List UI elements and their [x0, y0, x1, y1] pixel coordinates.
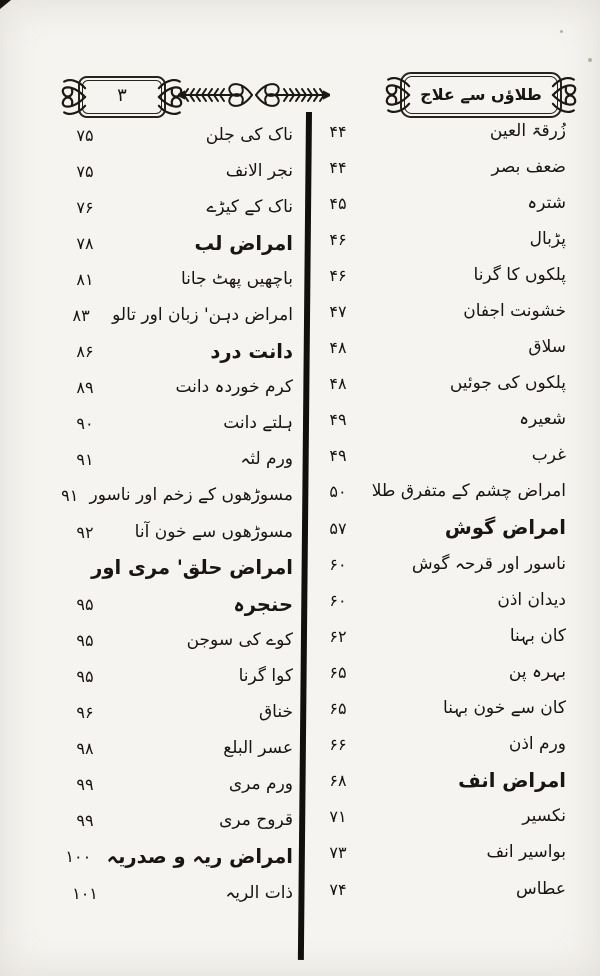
- toc-entry: [316, 691, 600, 727]
- toc-entry: [0, 189, 306, 225]
- toc-column-right: [316, 113, 600, 907]
- toc-entry-page-number: ۴۴: [329, 121, 347, 141]
- toc-entry-page-number: ۷۵: [76, 125, 94, 145]
- toc-entry-title: ورم مری: [228, 774, 293, 795]
- toc-entry: [316, 149, 600, 185]
- toc-entry-title: کرم خوردہ دانت: [175, 377, 293, 398]
- toc-entry-title: خناق: [258, 702, 293, 723]
- toc-entry-title: ذات الریہ: [225, 882, 293, 903]
- toc-entry-title: ہلتے دانت: [223, 413, 293, 434]
- toc-entry-title: باچھیں پھٹ جانا: [181, 268, 293, 289]
- page-number-cartouche: [78, 76, 166, 118]
- toc-entry-page-number: ۹۵: [76, 630, 94, 650]
- floral-flourish-icon: [550, 73, 580, 117]
- toc-entry-title: نکسیر: [522, 806, 566, 827]
- toc-entry: [0, 622, 306, 658]
- toc-entry-title: نجر الانف: [225, 160, 293, 181]
- toc-entry-page-number: ۹۵: [76, 594, 94, 614]
- toc-entry: [316, 799, 600, 835]
- toc-entry: [0, 875, 306, 911]
- toc-entry-page-number: ۴۸: [329, 374, 347, 394]
- toc-entry: [316, 871, 600, 907]
- toc-entry-title: کان سے خون بہنا: [443, 698, 566, 719]
- toc-entry-page-number: ۵۰: [329, 482, 347, 502]
- toc-entry: [316, 330, 600, 366]
- toc-entry: [316, 763, 600, 799]
- toc-entry: [316, 438, 600, 474]
- floral-divider-ornament-icon: [178, 76, 330, 114]
- toc-entry: [316, 113, 600, 149]
- toc-entry-page-number: ۴۶: [329, 265, 347, 285]
- toc-entry-title: کوے کی سوجن: [186, 629, 293, 650]
- toc-entry-page-number: ۹۰: [76, 414, 94, 434]
- toc-entry-page-number: ۴۸: [329, 338, 347, 358]
- toc-entry-title: مسوڑھوں سے خون آنا: [134, 521, 293, 542]
- toc-entry-page-number: ۹۹: [76, 775, 94, 795]
- toc-entry-page-number: ۵۷: [329, 518, 347, 538]
- toc-entry: [0, 803, 306, 839]
- toc-entry: [0, 297, 306, 333]
- toc-entry-title: ورم لثہ: [240, 449, 293, 470]
- toc-entry: [0, 370, 306, 406]
- toc-entry: [0, 334, 306, 370]
- toc-entry-title: پڑبال: [529, 228, 566, 249]
- toc-entry-title: کوا گرنا: [238, 665, 293, 686]
- toc-entry: [316, 546, 600, 582]
- toc-entry: [0, 261, 306, 297]
- toc-entry-page-number: ۹۱: [76, 450, 94, 470]
- toc-entry-page-number: ۷۵: [76, 161, 94, 181]
- toc-entry-page-number: ۶۰: [329, 590, 347, 610]
- toc-entry-title: شترہ: [527, 192, 566, 213]
- toc-entry-page-number: ۴۹: [329, 410, 347, 430]
- toc-entry-page-number: ۹۶: [76, 703, 94, 723]
- toc-entry: [316, 474, 600, 510]
- toc-entry-title: ناک کی جلن: [205, 124, 293, 145]
- scan-speck: [560, 30, 563, 33]
- toc-entry-title: دانت درد: [210, 339, 293, 363]
- toc-entry-page-number: ۶۵: [329, 699, 347, 719]
- toc-entry-page-number: ۷۶: [76, 197, 94, 217]
- toc-entry-page-number: ۹۱: [61, 486, 79, 506]
- toc-entry: [316, 221, 600, 257]
- toc-entry: [0, 839, 306, 875]
- toc-entry-title: شعیرہ: [519, 409, 566, 430]
- toc-entry: [0, 117, 306, 153]
- toc-entry-page-number: ۸۶: [76, 342, 94, 362]
- toc-entry: [0, 658, 306, 694]
- toc-entry-page-number: ۱۰۱: [72, 883, 98, 903]
- toc-entry-page-number: ۱۰۰: [65, 847, 92, 867]
- toc-entry-page-number: ۶۲: [329, 626, 347, 646]
- toc-entry-page-number: ۶۶: [329, 735, 347, 755]
- toc-entry-title: ناسور اور قرحہ گوش: [411, 553, 566, 574]
- toc-entry-title: امراض دہن' زبان اور تالو: [112, 305, 293, 326]
- scan-speck: [588, 58, 592, 62]
- toc-entry-page-number: ۹۹: [76, 811, 94, 831]
- toc-entry-title: ورم اذن: [508, 734, 566, 755]
- toc-entry: [0, 550, 306, 586]
- toc-entry-title: امراض حلق' مری اور: [91, 556, 293, 580]
- toc-entry-page-number: ۸۹: [76, 378, 94, 398]
- toc-entry: [0, 153, 306, 189]
- toc-entry-title: خشونت اجفان: [463, 301, 566, 322]
- toc-entry-title: امراض لب: [194, 231, 293, 255]
- toc-entry-page-number: ۴۴: [329, 157, 347, 177]
- toc-entry: [316, 293, 600, 329]
- book-section-title: طلاؤں سے علاج: [420, 84, 542, 104]
- toc-entry: [0, 478, 306, 514]
- toc-entry-page-number: ۸۱: [76, 269, 94, 289]
- toc-entry: [0, 767, 306, 803]
- toc-entry-page-number: ۷۱: [329, 807, 347, 827]
- toc-entry-page-number: ۸۳: [72, 306, 90, 326]
- toc-entry: [0, 442, 306, 478]
- toc-entry-page-number: ۴۵: [329, 193, 347, 213]
- toc-entry-page-number: ۷۸: [76, 233, 94, 253]
- toc-entry: [316, 402, 600, 438]
- toc-entry-title: پلکوں کی جوئیں: [449, 373, 566, 394]
- toc-entry-page-number: ۷۴: [329, 879, 347, 899]
- toc-entry: [316, 257, 600, 293]
- toc-entry-title: امراض گوش: [444, 516, 566, 540]
- toc-entry-title: دیدان اذن: [497, 589, 566, 610]
- toc-entry-title: غرب: [531, 445, 566, 466]
- toc-entry: [316, 510, 600, 546]
- toc-entry: [0, 514, 306, 550]
- toc-entry: [316, 618, 600, 654]
- toc-entry-page-number: ۷۳: [329, 843, 347, 863]
- toc-entry: [316, 654, 600, 690]
- toc-entry-title: امراض انف: [458, 768, 566, 792]
- toc-entry-title: ناک کے کیڑے: [206, 196, 293, 217]
- toc-entry-page-number: ۹۵: [76, 666, 94, 686]
- title-banner: [400, 72, 562, 118]
- toc-entry-title: مسوڑھوں کے زخم اور ناسور: [89, 485, 293, 506]
- toc-entry: [0, 731, 306, 767]
- toc-entry: [316, 185, 600, 221]
- toc-entry-title: امراض چشم کے متفرق طلا: [371, 481, 566, 502]
- toc-entry-page-number: ۹۸: [76, 739, 94, 759]
- toc-entry-title: پلکوں کا گرنا: [473, 264, 566, 285]
- page-number: ۳: [117, 85, 127, 106]
- toc-entry-page-number: ۹۲: [76, 522, 94, 542]
- toc-entry: [0, 695, 306, 731]
- toc-entry-title: امراض ریہ و صدریہ: [106, 845, 293, 869]
- toc-entry: [316, 366, 600, 402]
- toc-entry-page-number: ۶۵: [329, 662, 347, 682]
- toc-column-left: [0, 117, 306, 911]
- toc-entry-title: زُرقۃ العین: [489, 120, 566, 141]
- toc-entry-page-number: ۶۰: [329, 554, 347, 574]
- floral-flourish-icon: [382, 73, 412, 117]
- toc-entry: [0, 406, 306, 442]
- toc-entry-title: سلاق: [528, 337, 566, 358]
- floral-flourish-icon: [58, 75, 88, 119]
- toc-entry: [0, 586, 306, 622]
- toc-entry-page-number: ۶۸: [329, 771, 347, 791]
- toc-entry-title: قروح مری: [219, 810, 293, 831]
- toc-entry: [316, 835, 600, 871]
- toc-entry-title: بواسیر انف: [486, 842, 566, 863]
- toc-entry-title: حنجرہ: [233, 592, 293, 616]
- toc-entry-title: عطاس: [515, 878, 566, 899]
- toc-entry-title: کان بہنا: [509, 625, 566, 646]
- scan-corner-artifact: [0, 0, 11, 9]
- toc-entry: [0, 225, 306, 261]
- toc-entry-page-number: ۴۷: [329, 302, 347, 322]
- toc-entry: [316, 727, 600, 763]
- toc-entry-title: بہرہ پن: [508, 661, 566, 682]
- toc-entry-title: ضعف بصر: [491, 156, 566, 177]
- toc-entry-page-number: ۴۶: [329, 229, 347, 249]
- toc-entry-page-number: ۴۹: [329, 446, 347, 466]
- toc-entry-title: عسر البلع: [223, 738, 293, 759]
- toc-entry: [316, 582, 600, 618]
